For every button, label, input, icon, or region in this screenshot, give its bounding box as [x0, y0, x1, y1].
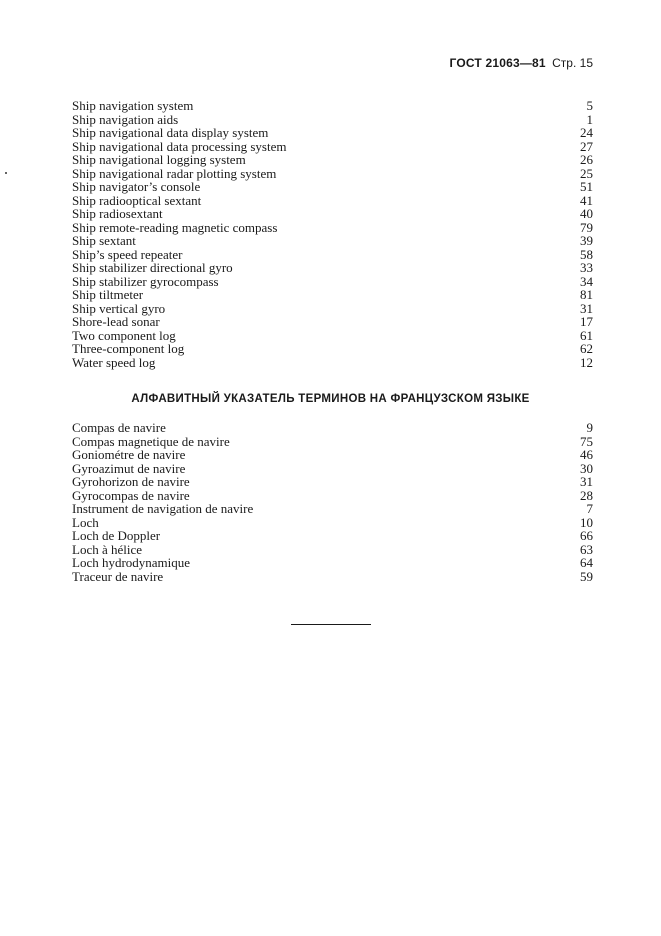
index-page-ref: 62 — [580, 341, 593, 356]
index-term: Loch hydrodynamique — [72, 555, 191, 570]
index-entry — [72, 126, 593, 140]
index-entry — [72, 221, 593, 235]
index-entry — [72, 435, 593, 449]
index-term: Three-component log — [72, 341, 185, 356]
index-page-ref: 17 — [580, 314, 593, 329]
index-page-ref: 10 — [580, 514, 593, 530]
index-page-ref: 41 — [580, 192, 593, 208]
index-term: Goniométre de navire — [72, 447, 186, 462]
index-entry — [72, 99, 593, 113]
index-entry — [72, 140, 593, 154]
index-page-ref: 75 — [580, 433, 593, 449]
index-term: Ship navigational data display system — [72, 125, 269, 140]
index-page-ref: 58 — [580, 246, 593, 262]
standard-number: ГОСТ 21063—81 — [449, 56, 546, 70]
index-term: Compas de navire — [72, 420, 166, 435]
index-entry — [72, 489, 593, 503]
index-entry — [72, 516, 593, 530]
index-entry — [72, 462, 593, 476]
index-term: Ship navigation aids — [72, 111, 179, 127]
index-term: Gyroazimut de navire — [72, 460, 186, 476]
index-page-ref: 25 — [580, 165, 593, 181]
index-entry — [72, 543, 593, 557]
index-term: Ship radiosextant — [72, 206, 163, 221]
index-term: Ship navigational logging system — [72, 152, 246, 167]
index-page-ref: 79 — [580, 219, 593, 235]
index-entry — [72, 302, 593, 316]
index-page-ref: 39 — [580, 233, 593, 248]
french-index-heading: АЛФАВИТНЫЙ УКАЗАТЕЛЬ ТЕРМИНОВ НА ФРАНЦУЗСКОМ ЯЗЫКЕ — [131, 393, 530, 405]
index-term: Ship navigator’s console — [72, 179, 201, 194]
index-page-ref: 12 — [580, 354, 593, 370]
index-entry — [72, 529, 593, 543]
index-page-ref: 31 — [580, 300, 593, 316]
index-entry — [72, 421, 593, 435]
index-entry — [72, 329, 593, 343]
index-entry — [72, 207, 593, 221]
index-term: Two component log — [72, 327, 176, 343]
margin-mark — [5, 172, 7, 174]
index-page-ref: 24 — [580, 125, 593, 140]
index-term: Ship remote-reading magnetic compass — [72, 219, 278, 235]
index-term: Ship stabilizer gyrocompass — [72, 273, 219, 289]
index-entry — [72, 248, 593, 262]
index-page-ref: 46 — [580, 447, 593, 462]
index-entry — [72, 167, 593, 181]
index-term: Ship’s speed repeater — [72, 246, 183, 262]
index-entry — [72, 342, 593, 356]
index-entry — [72, 288, 593, 302]
index-term: Water speed log — [72, 354, 156, 370]
index-page-ref: 26 — [580, 152, 593, 167]
index-entry — [72, 153, 593, 167]
index-term: Ship radiooptical sextant — [72, 192, 202, 208]
index-term: Ship stabilizer directional gyro — [72, 260, 233, 275]
index-page-ref: 33 — [580, 260, 593, 275]
index-term: Shore-lead sonar — [72, 314, 160, 329]
index-term: Compas magnetique de navire — [72, 433, 230, 449]
page-number: Стр. 15 — [552, 56, 593, 70]
index-page-ref: 81 — [580, 287, 593, 302]
index-term: Ship navigational data processing system — [72, 138, 287, 154]
index-term: Ship sextant — [72, 233, 136, 248]
index-page-ref: 28 — [580, 487, 593, 503]
index-term: Loch — [72, 514, 99, 530]
index-entry — [72, 113, 593, 127]
index-page-ref: 64 — [580, 555, 593, 570]
index-entry — [72, 556, 593, 570]
index-page-ref: 27 — [580, 138, 593, 154]
index-entry — [72, 356, 593, 370]
index-entry — [72, 275, 593, 289]
index-entry — [72, 475, 593, 489]
index-entry — [72, 448, 593, 462]
index-entry — [72, 180, 593, 194]
index-page-ref: 40 — [580, 206, 593, 221]
index-term: Ship tiltmeter — [72, 287, 144, 302]
index-entry — [72, 315, 593, 329]
index-term: Loch à hélice — [72, 541, 143, 557]
index-page-ref: 63 — [580, 541, 593, 557]
index-term: Loch de Doppler — [72, 528, 161, 543]
french-terms-index — [72, 421, 593, 583]
index-page-ref: 34 — [580, 273, 593, 289]
index-page-ref: 7 — [586, 501, 593, 516]
index-page-ref: 61 — [580, 327, 593, 343]
index-term: Ship navigational radar plotting system — [72, 165, 277, 181]
index-entry — [72, 502, 593, 516]
index-entry — [72, 234, 593, 248]
end-rule-divider — [291, 624, 371, 625]
index-page-ref: 31 — [580, 474, 593, 489]
index-term: Gyrohorizon de navire — [72, 474, 190, 489]
index-entry — [72, 570, 593, 584]
index-term: Ship vertical gyro — [72, 300, 166, 316]
index-page-ref: 51 — [580, 179, 593, 194]
index-term: Gyrocompas de navire — [72, 487, 190, 503]
index-entry — [72, 261, 593, 275]
page-header — [449, 56, 593, 70]
index-page-ref: 66 — [580, 528, 593, 543]
index-page-ref: 30 — [580, 460, 593, 476]
index-term: Ship navigation system — [72, 98, 194, 113]
index-term: Instrument de navigation de navire — [72, 501, 254, 516]
index-term: Traceur de navire — [72, 568, 164, 584]
english-terms-index — [72, 99, 593, 369]
index-entry — [72, 194, 593, 208]
index-page-ref: 9 — [586, 420, 593, 435]
index-page-ref: 5 — [586, 98, 593, 113]
index-page-ref: 59 — [580, 568, 593, 584]
index-page-ref: 1 — [586, 111, 593, 127]
